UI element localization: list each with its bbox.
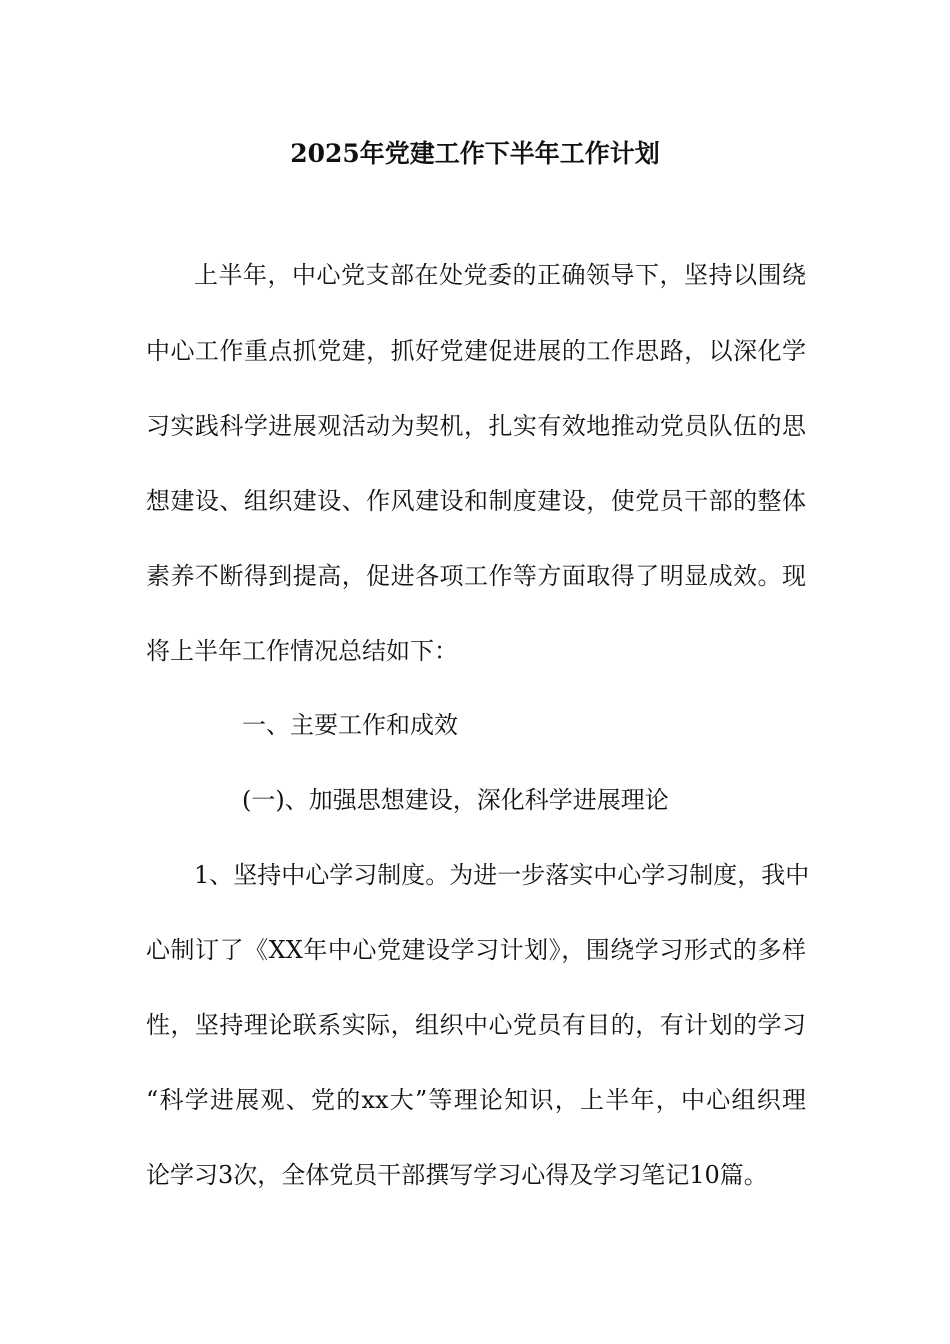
paragraph-line: 论学习3次，全体党员干部撰写学习心得及学习笔记10篇。 — [146, 1161, 768, 1189]
subsection-heading: (一)、加强思想建设，深化科学进展理论 — [242, 786, 669, 814]
paragraph-line: 上半年，中心党支部在处党委的正确领导下，坚持以围绕 — [194, 261, 806, 289]
paragraph-line: “科学进展观、党的xx大”等理论知识，上半年，中心组织理 — [146, 1086, 806, 1114]
section-heading: 一、主要工作和成效 — [242, 711, 458, 739]
paragraph-line: 将上半年工作情况总结如下： — [146, 637, 458, 665]
paragraph-line: 习实践科学进展观活动为契机，扎实有效地推动党员队伍的思 — [146, 412, 806, 440]
paragraph-line: 想建设、组织建设、作风建设和制度建设，使党员干部的整体 — [146, 487, 806, 515]
document-title: 2025年党建工作下半年工作计划 — [290, 139, 660, 168]
paragraph-line: 心制订了《XX年中心党建设学习计划》，围绕学习形式的多样 — [146, 936, 806, 964]
paragraph-line: 1、坚持中心学习制度。为进一步落实中心学习制度，我中 — [194, 861, 810, 889]
paragraph-line: 中心工作重点抓党建，抓好党建促进展的工作思路，以深化学 — [146, 337, 806, 365]
paragraph-line: 性，坚持理论联系实际，组织中心党员有目的，有计划的学习 — [146, 1011, 806, 1039]
paragraph-line: 素养不断得到提高，促进各项工作等方面取得了明显成效。现 — [146, 562, 806, 590]
